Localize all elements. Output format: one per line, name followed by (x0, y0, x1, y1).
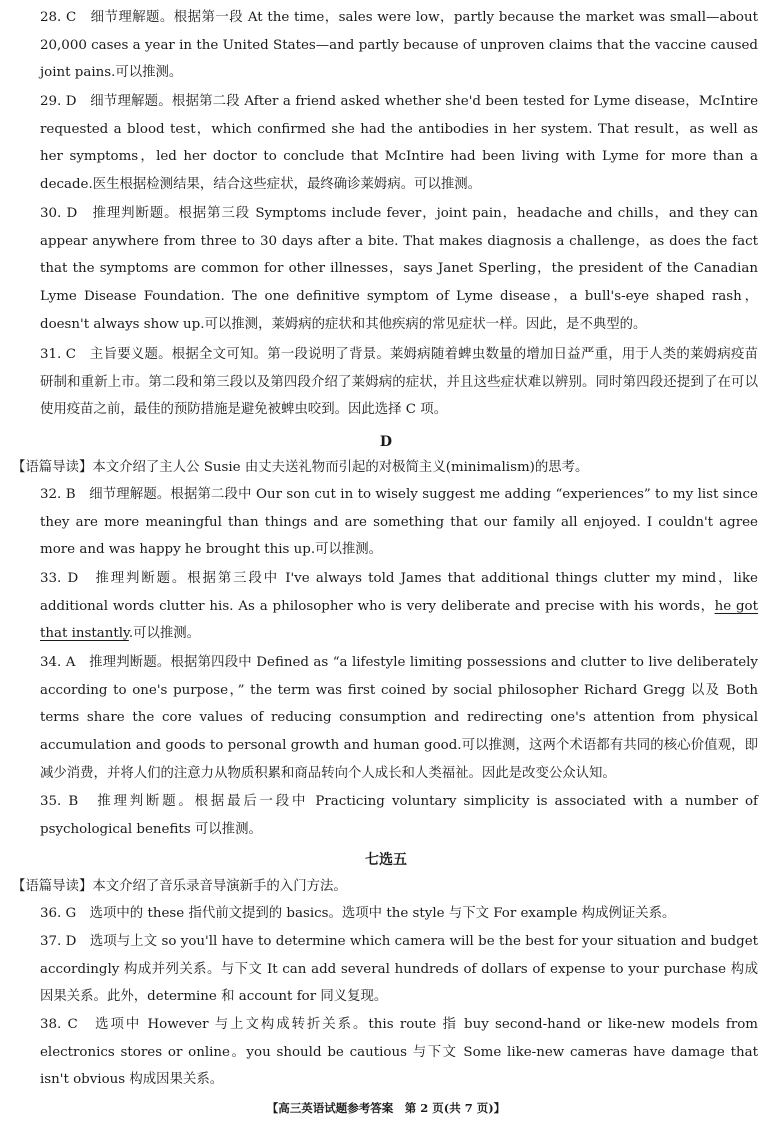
answer-30: 30. D 推理判断题。根据第三段 Symptoms include fever，joint pain，headache and chills，and they can appear anywhere from three to 30 days after a bite. That makes diagnosis a challenge，as does the fact that the symptoms are common for other illnesses，says Janet Sperling，the president of the Canadian Lyme Disease Foundation. The one definitive symptom of Lyme disease，a bull's-eye shaped rash，doesn't always show up.可以推测，莱姆病的症状和其他疾病的常见症状一样。因此，是不典型的。 (40, 206, 758, 332)
reading-guide-seven-choose-five: 【语篇导读】本文介绍了音乐录音导演新手的入门方法。 (12, 879, 347, 894)
answer-33-tail: .可以推测。 (128, 626, 201, 642)
answer-34: 34. A 推理判断题。根据第四段中 Defined as “a lifestyle limiting possessions and clutter to live deliberately according to one's purpose，” the term was first coined by social philosopher Richard Gregg 以及 Both terms share the core values of reducing consumption and redirecting one's attention from physical accumulation and goods to personal growth and human good.可以推测，这两个术语都有共同的核心价值观，即减少消费，并将人们的注意力从物质积累和商品转向个人成长和人类福祉。因此是改变公众认知。 (40, 655, 758, 781)
answer-33 (40, 565, 758, 648)
answer-38: 38. C 选项中 However 与上文构成转折关系。this route 指 buy second-hand or like-new models from electronics stores or online。you should be cautious 与下文 Some like-new cameras have damage that isn't obvious 构成因果关系。 (40, 1017, 758, 1088)
answer-28: 28. C 细节理解题。根据第一段 At the time，sales were low，partly because the market was small—about 20,000 cases a year in the United States—and partly because of unproven claims that the vaccine caused joint pains.可以推测。 (40, 10, 758, 81)
answer-37: 37. D 选项与上文 so you'll have to determine which camera will be the best for your situation and budget accordingly 构成并列关系。与下文 It can add several hundreds of dollars of expense to your purchase 构成因果关系。此外，determine 和 account for 同义复现。 (40, 934, 758, 1005)
answer-31: 31. C 主旨要义题。根据全文可知。第一段说明了背景。莱姆病随着蜱虫数量的增加日益严重，用于人类的莱姆病疫苗研制和重新上市。第二段和第三段以及第四段介绍了莱姆病的症状，并且这些症状难以辨别。同时第四段还提到了在可以使用疫苗之前，最佳的预防措施是避免被蜱虫咬到。因此选择 C 项。 (40, 347, 758, 418)
answer-32: 32. B 细节理解题。根据第二段中 Our son cut in to wisely suggest me adding “experiences” to my list since they are more meaningful than things and are something that our family all enjoyed. I couldn't agree more and was happy he brought this up.可以推测。 (40, 487, 758, 558)
page-footer: 【高三英语试题参考答案 第 2 页(共 7 页)】 (266, 1101, 506, 1115)
section-heading-seven-choose-five: 七选五 (365, 852, 407, 868)
answer-29: 29. D 细节理解题。根据第二段 After a friend asked whether she'd been tested for Lyme disease，McIntire requested a blood test，which confirmed she had the antibodies in her system. That result，as well as her symptoms，led her doctor to conclude that McIntire had been living with Lyme for more than a decade.医生根据检测结果，结合这些症状，最终确诊莱姆病。可以推测。 (40, 94, 758, 193)
answer-33-text: 33. D 推理判断题。根据第三段中 I've always told James that additional things clutter my mind，like additional words clutter his. As a philosopher who is very deliberate and precise with his words， (40, 571, 758, 614)
answer-36: 36. G 选项中的 these 指代前文提到的 basics。选项中 the style 与下文 For example 构成例证关系。 (40, 906, 676, 921)
section-heading-d: D (379, 434, 393, 450)
answer-35: 35. B 推理判断题。根据最后一段中 Practicing voluntary simplicity is associated with a number of psychological benefits 可以推测。 (40, 794, 758, 837)
answer-33-underlined: he got that instantly (40, 598, 758, 642)
reading-guide-d: 【语篇导读】本文介绍了主人公 Susie 由丈夫送礼物而引起的对极简主义(minimalism)的思考。 (12, 460, 589, 475)
